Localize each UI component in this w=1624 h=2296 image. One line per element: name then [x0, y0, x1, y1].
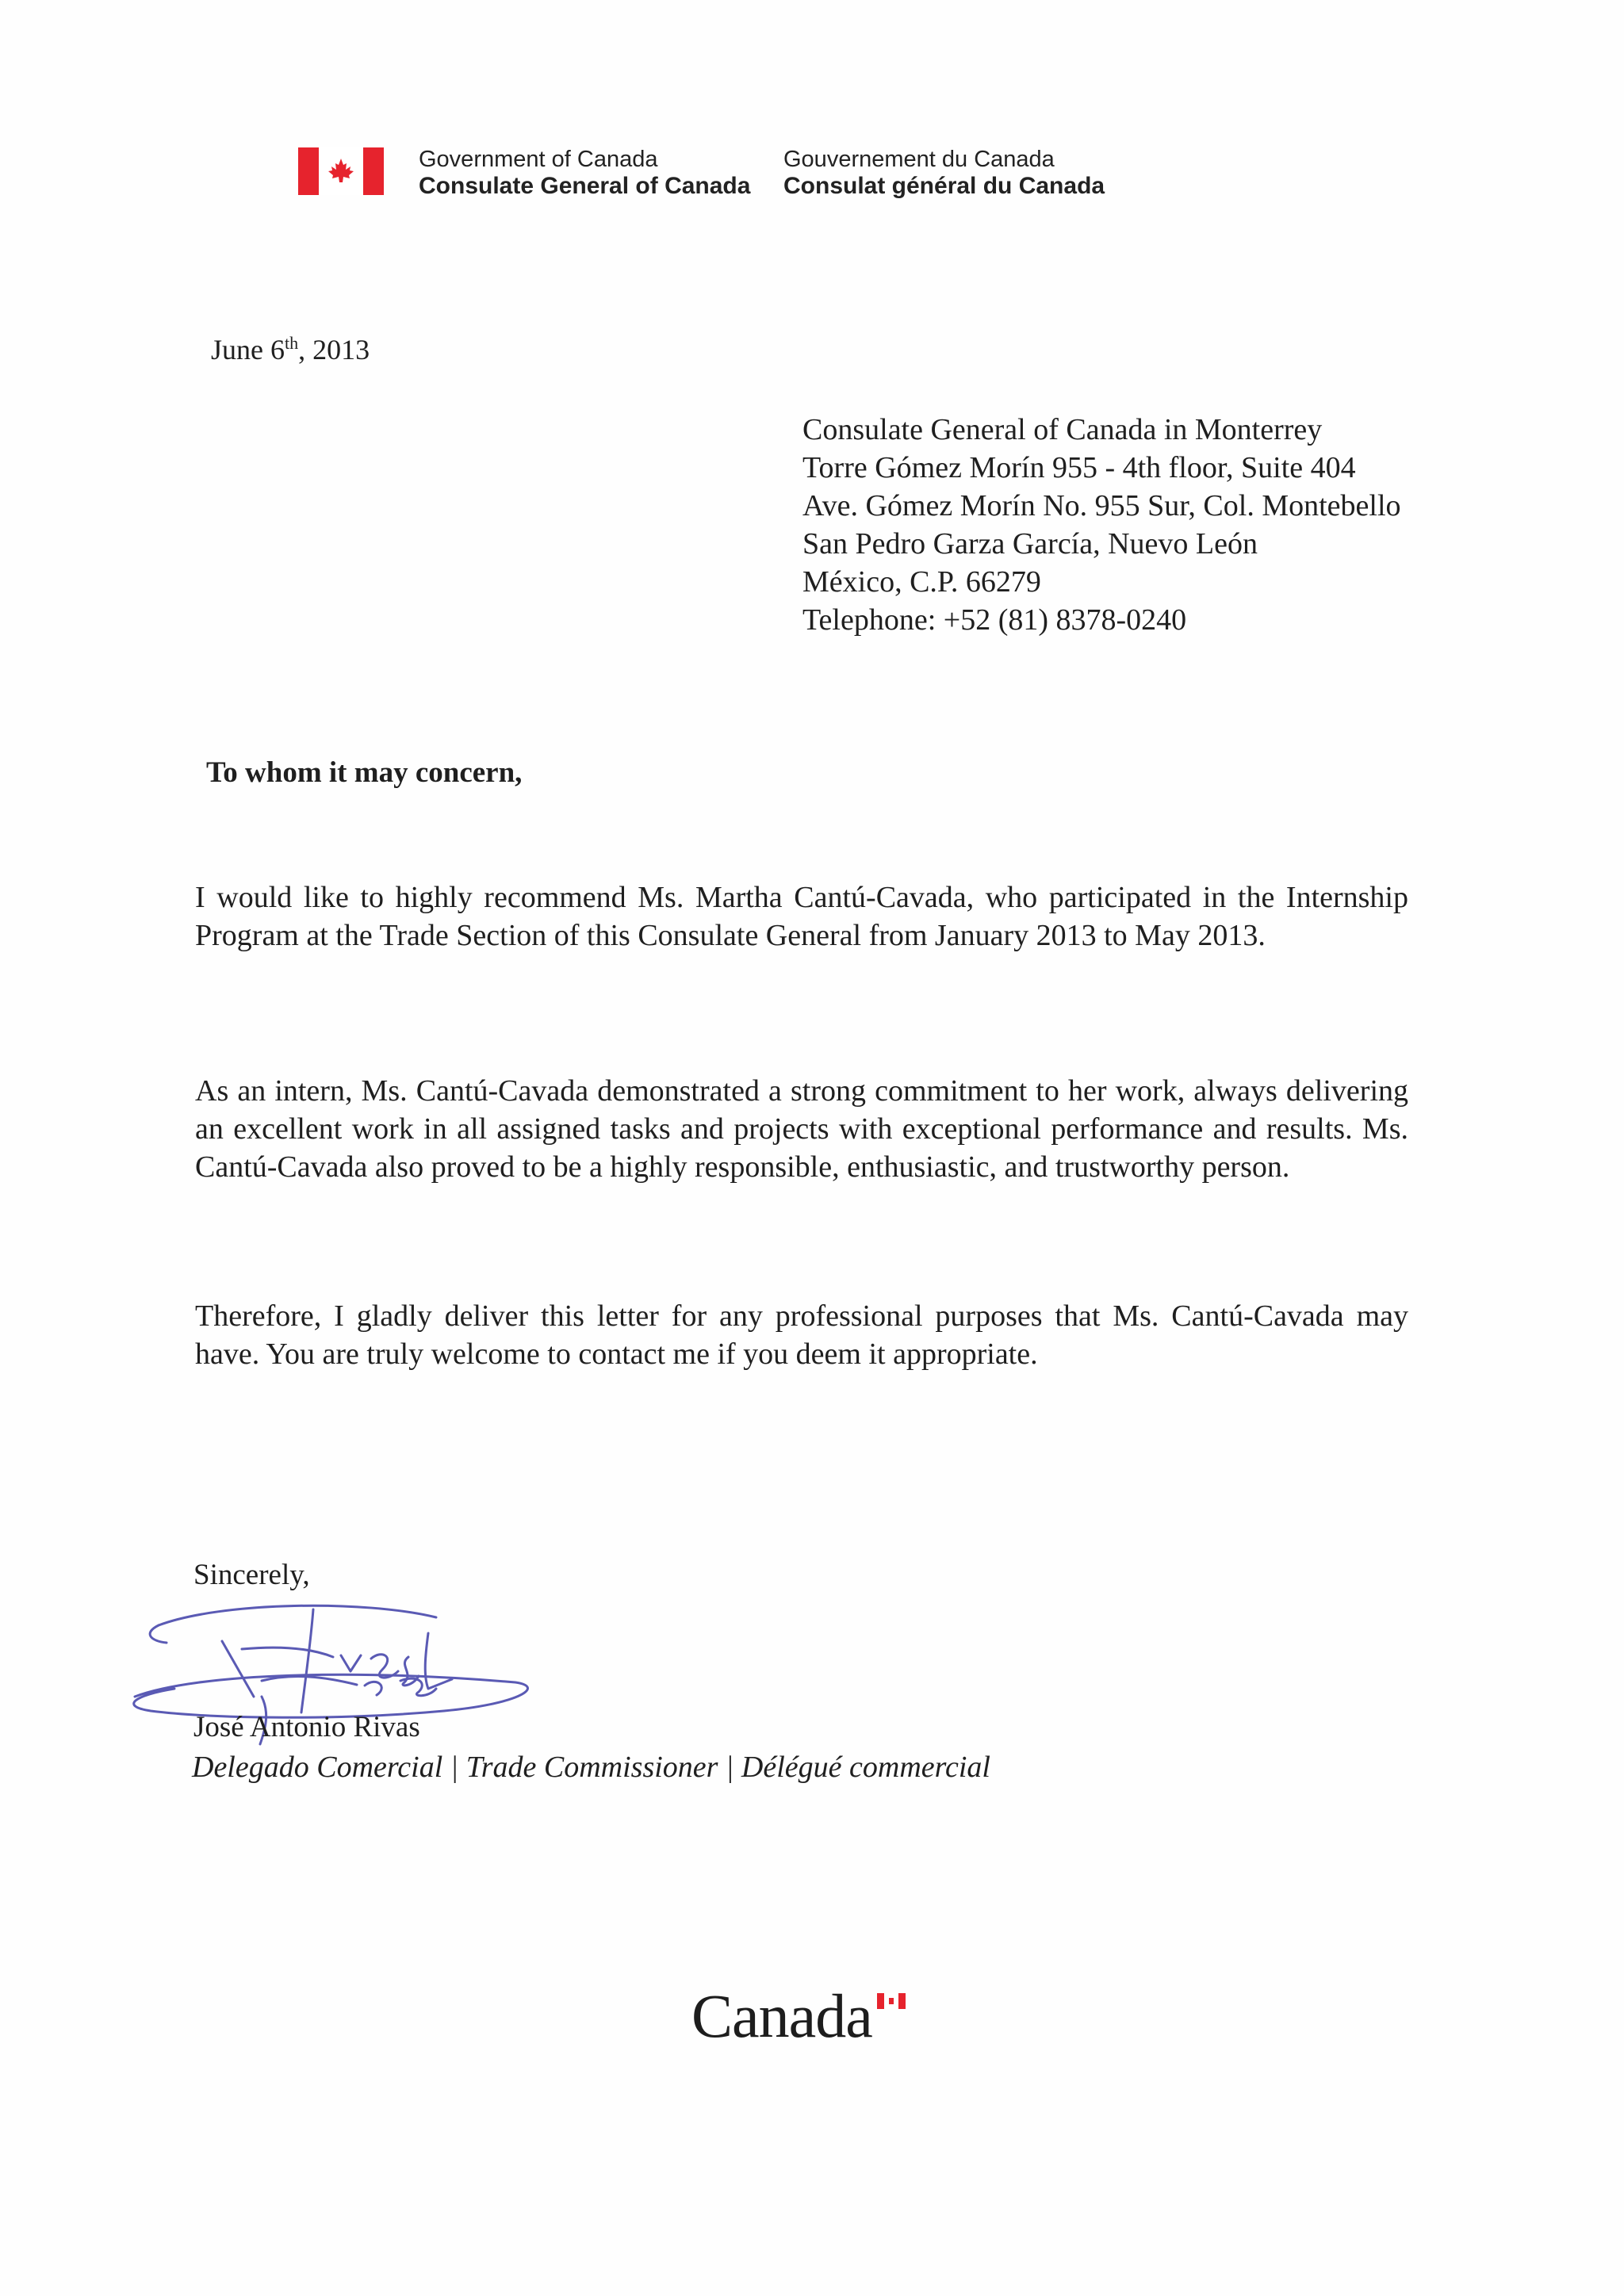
wordmark-flag-icon	[877, 1993, 906, 2009]
government-name-en: Government of Canada	[419, 147, 658, 172]
salutation: To whom it may concern,	[206, 756, 523, 789]
federal-identity-english	[419, 146, 750, 200]
body-paragraph: I would like to highly recommend Ms. Martha Cantú-Cavada, who participated in the Internship Program at the Trade Section of this Consulate General from January 2013 to May 2013.	[195, 881, 1408, 952]
canada-wordmark: Canada	[691, 1981, 872, 2050]
sender-address	[802, 411, 1401, 639]
consulate-name-fr: Consulat général du Canada	[783, 173, 1105, 199]
address-line: Consulate General of Canada in Monterrey	[802, 413, 1323, 446]
address-line: San Pedro Garza García, Nuevo León	[802, 527, 1258, 561]
maple-leaf-icon	[325, 155, 357, 187]
letter-date: June 6th, 2013	[211, 333, 370, 365]
government-name-fr: Gouvernement du Canada	[783, 147, 1055, 172]
address-line: Telephone: +52 (81) 8378-0240	[802, 603, 1187, 637]
address-line: Torre Gómez Morín 955 - 4th floor, Suite 404	[802, 451, 1356, 484]
address-line: Ave. Gómez Morín No. 955 Sur, Col. Montebello	[802, 489, 1401, 522]
signer-title: Delegado Comercial | Trade Commissioner | Délégué commercial	[192, 1751, 990, 1784]
federal-identity-french	[783, 146, 1105, 200]
closing: Sincerely,	[193, 1559, 310, 1591]
body-paragraph: As an intern, Ms. Cantú-Cavada demonstrated a strong commitment to her work, always delivering an excellent work in all assigned tasks and projects with exceptional performance and results. Ms. Cantú-Cavada also proved to be a highly responsible, enthusiastic, and trustworthy person.	[195, 1074, 1408, 1184]
consulate-name-en: Consulate General of Canada	[419, 173, 751, 199]
body-paragraph: Therefore, I gladly deliver this letter for any professional purposes that Ms. Cantú-Cavada may have. You are truly welcome to contact me if you deem it appropriate.	[195, 1299, 1408, 1371]
address-line: México, C.P. 66279	[802, 565, 1041, 599]
canada-flag-icon	[298, 147, 384, 195]
signer-name: José Antonio Rivas	[193, 1711, 420, 1743]
